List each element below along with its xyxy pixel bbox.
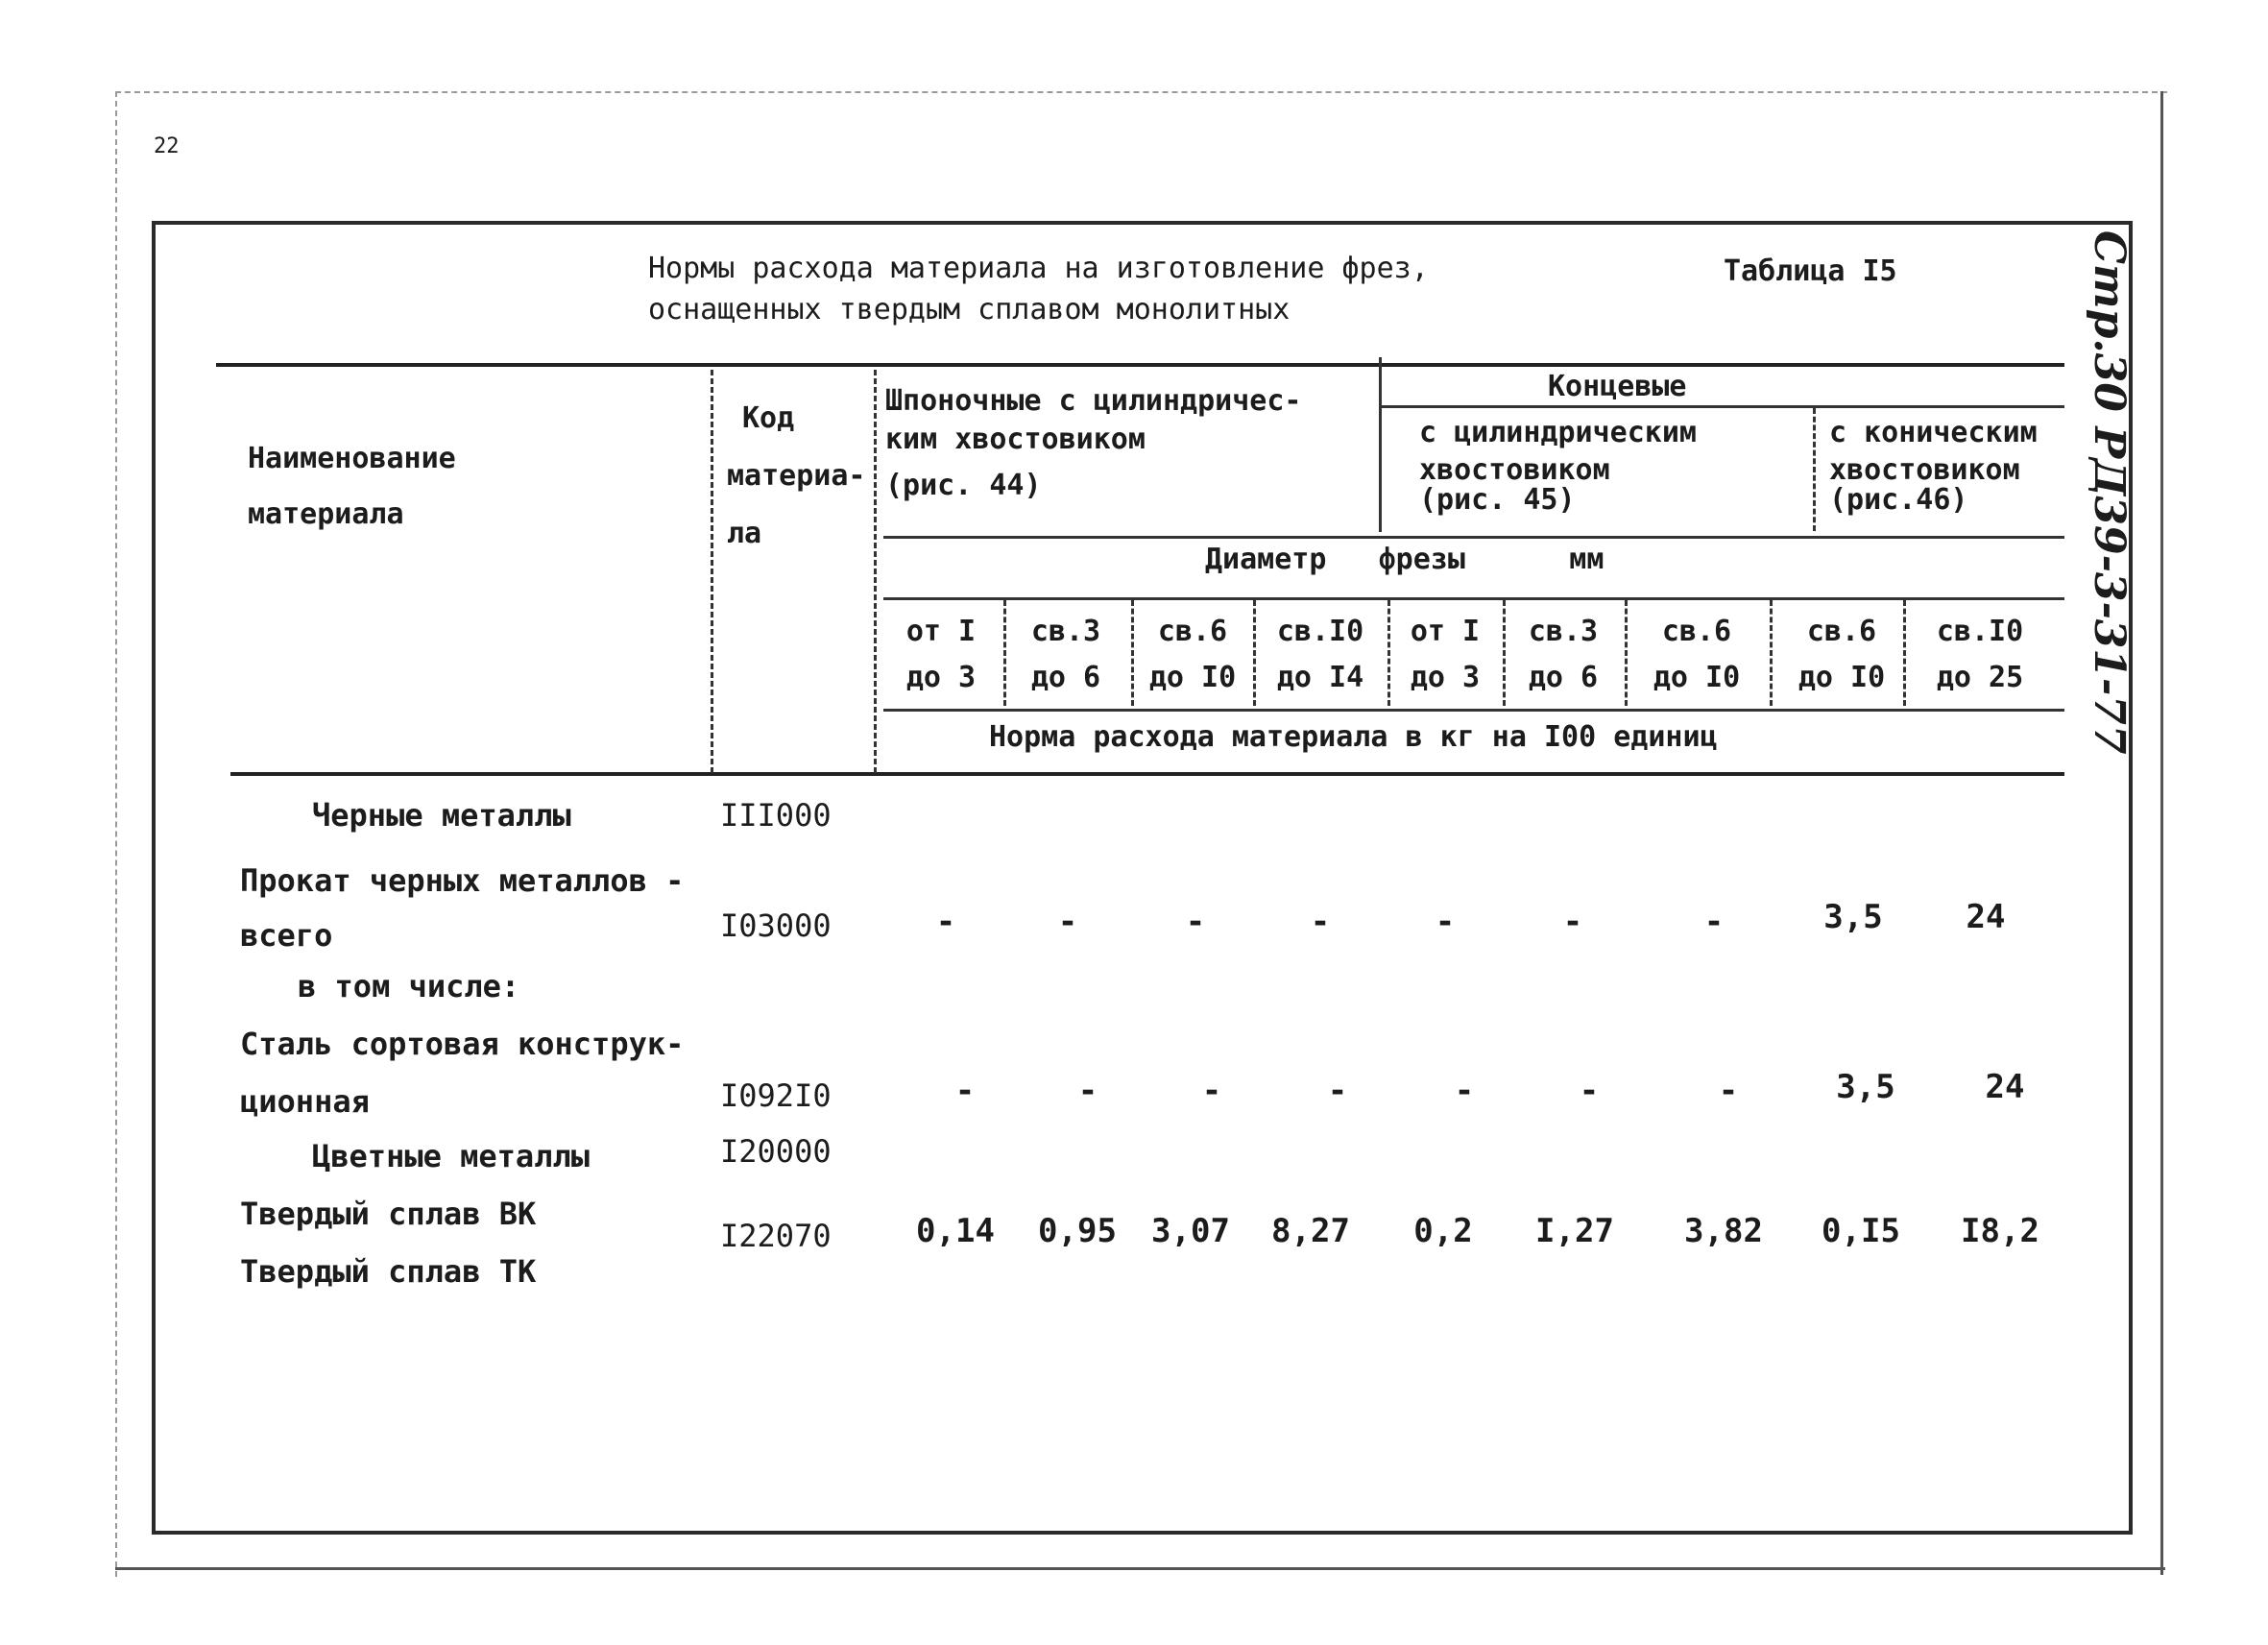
divider-range-4 — [1387, 600, 1390, 706]
cell-vk-9: I8,2 — [1961, 1212, 2039, 1250]
range-8-from: св.6 — [1806, 615, 1877, 648]
divider-range-7 — [1770, 600, 1773, 706]
cell-vk-7: 3,82 — [1684, 1212, 1763, 1250]
divider-range-6 — [1625, 600, 1628, 706]
row-vk-name: Твердый сплав ВК — [240, 1196, 537, 1232]
divider-code-data — [874, 370, 877, 773]
range-3-to: до I0 — [1148, 661, 1237, 694]
title-line-1: Нормы расхода материала на изготовление фрез, — [648, 252, 1429, 285]
cell-vk-4: 8,27 — [1271, 1212, 1350, 1250]
cell-vk-2: 0,95 — [1038, 1212, 1117, 1250]
header-cyl-2: хвостовиком — [1419, 453, 1610, 487]
divider-keyed-end — [1379, 357, 1382, 532]
end-group-rule — [1381, 405, 2064, 408]
row-steel-name-1: Сталь сортовая конструк- — [240, 1026, 685, 1062]
range-5-from: от I — [1410, 615, 1481, 648]
range-7-from: св.6 — [1661, 615, 1732, 648]
row-ferrous-name: Черные металлы — [312, 797, 571, 834]
range-9-from: св.I0 — [1936, 615, 2024, 648]
cell-rolled-2: - — [1057, 903, 1078, 941]
range-2-to: до 6 — [1030, 661, 1101, 694]
row-steel-code: I092I0 — [720, 1077, 832, 1114]
range-4-to: до I4 — [1276, 661, 1364, 694]
cell-vk-5: 0,2 — [1413, 1212, 1473, 1250]
divider-cyl-con — [1813, 408, 1816, 531]
header-top-rule — [216, 363, 2064, 367]
range-4-from: св.I0 — [1276, 615, 1364, 648]
divider-range-2 — [1131, 600, 1134, 706]
cell-steel-7: - — [1718, 1072, 1739, 1110]
header-con-3: (рис.46) — [1829, 483, 1968, 517]
cell-rolled-7: - — [1703, 903, 1725, 941]
header-con-2: хвостовиком — [1829, 453, 2020, 487]
range-7-to: до I0 — [1653, 661, 1741, 694]
range-2-from: св.3 — [1030, 615, 1101, 648]
row-ferrous-code: III000 — [720, 797, 832, 834]
row-nonferrous-name: Цветные металлы — [312, 1138, 590, 1174]
row-tk-name: Твердый сплав ТК — [240, 1253, 537, 1290]
range-6-to: до 6 — [1528, 661, 1599, 694]
cell-rolled-8: 3,5 — [1823, 898, 1883, 936]
range-3-from: св.6 — [1157, 615, 1228, 648]
header-name-1: Наименование — [248, 442, 456, 475]
cell-steel-4: - — [1327, 1072, 1348, 1110]
range-1-to: до 3 — [905, 661, 977, 694]
cell-vk-1: 0,14 — [916, 1212, 995, 1250]
cell-steel-6: - — [1579, 1072, 1600, 1110]
header-diameter: Диаметр фрезы мм — [1205, 543, 1604, 576]
range-6-from: св.3 — [1528, 615, 1599, 648]
cell-vk-8: 0,I5 — [1822, 1212, 1900, 1250]
header-keyed-3: (рис. 44) — [885, 469, 1042, 502]
header-cyl-1: с цилиндрическим — [1419, 416, 1697, 449]
header-end-group: Концевые — [1548, 370, 1687, 403]
divider-name-code — [711, 370, 713, 773]
cell-rolled-1: - — [935, 903, 956, 941]
divider-range-8 — [1903, 600, 1906, 706]
range-8-to: до I0 — [1798, 661, 1886, 694]
cell-rolled-9: 24 — [1966, 898, 2006, 936]
cell-steel-5: - — [1454, 1072, 1475, 1110]
cell-steel-8: 3,5 — [1836, 1068, 1895, 1106]
cell-steel-9: 24 — [1985, 1068, 2025, 1106]
range-5-to: до 3 — [1410, 661, 1481, 694]
title-line-2: оснащенных твердым сплавом монолитных — [648, 293, 1291, 327]
cell-rolled-6: - — [1562, 903, 1583, 941]
cell-rolled-5: - — [1435, 903, 1456, 941]
cell-steel-2: - — [1077, 1072, 1098, 1110]
page-mark: 22 — [154, 134, 180, 158]
row-including-name: в том числе: — [298, 968, 520, 1004]
cell-steel-3: - — [1201, 1072, 1222, 1110]
header-keyed-2: ким хвостовиком — [885, 423, 1146, 456]
header-keyed-1: Шпоночные с цилиндричес- — [885, 384, 1302, 418]
row-vk-code: I22070 — [720, 1218, 832, 1254]
row-rolled-total-name: всего — [240, 917, 333, 954]
cell-rolled-3: - — [1185, 903, 1206, 941]
side-stamp: Стр.30 РД39-3-31-77 — [2085, 230, 2134, 755]
range-1-from: от I — [905, 615, 977, 648]
row-steel-name-2: ционная — [240, 1083, 370, 1120]
cell-rolled-4: - — [1310, 903, 1331, 941]
divider-range-5 — [1503, 600, 1506, 706]
header-con-1: с коническим — [1829, 416, 2038, 449]
header-norm: Норма расхода материала в кг на I00 единиц — [989, 720, 1718, 754]
header-code-3: ла — [727, 517, 762, 550]
ranges-top-rule — [883, 597, 2064, 600]
scan-border-bottom — [115, 1567, 2165, 1570]
cell-vk-3: 3,07 — [1151, 1212, 1230, 1250]
table-number: Таблица I5 — [1724, 254, 1897, 288]
scan-border-right — [2160, 91, 2163, 1575]
divider-range-3 — [1253, 600, 1256, 706]
diameter-rule — [883, 536, 2064, 539]
divider-range-1 — [1003, 600, 1006, 706]
row-rolled-name: Прокат черных металлов - — [240, 862, 685, 899]
header-cyl-3: (рис. 45) — [1419, 483, 1576, 517]
cell-vk-6: I,27 — [1535, 1212, 1614, 1250]
ranges-bottom-rule — [883, 709, 2064, 712]
range-9-to: до 25 — [1936, 661, 2024, 694]
header-code-2: материа- — [727, 459, 866, 493]
header-bottom-rule — [230, 772, 2064, 776]
cell-steel-1: - — [954, 1072, 976, 1110]
header-name-2: материала — [248, 497, 404, 531]
row-rolled-code: I03000 — [720, 907, 832, 944]
row-nonferrous-code: I20000 — [720, 1133, 832, 1170]
header-code-1: Код — [742, 401, 795, 435]
